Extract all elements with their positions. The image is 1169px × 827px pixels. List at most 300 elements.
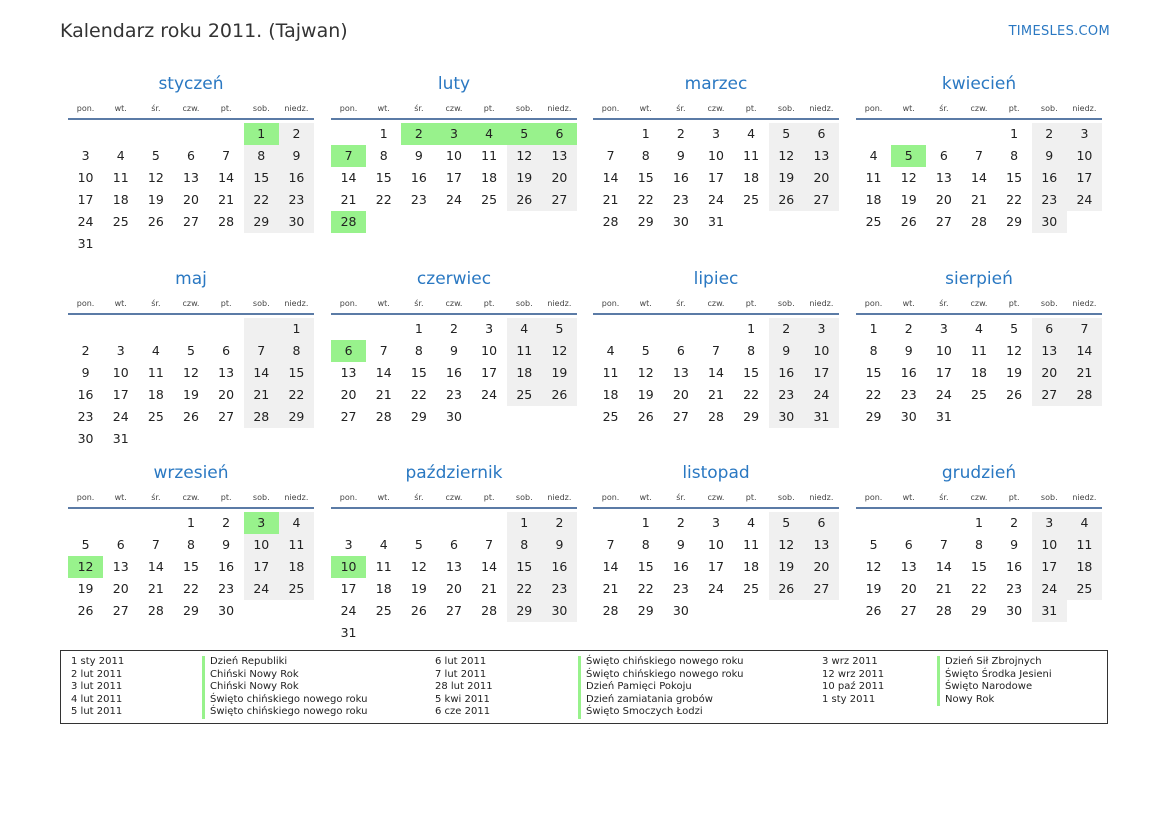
legend-holiday-name: Święto chińskiego nowego roku (578, 656, 743, 669)
empty-cell (366, 512, 401, 534)
empty-cell (209, 318, 244, 340)
day-cell: 9 (676, 537, 685, 552)
day-cell: 27 (183, 214, 199, 229)
day-cell: 21 (602, 192, 619, 207)
weekday-header (593, 487, 839, 509)
day-cell: 8 (1010, 148, 1019, 163)
day-cell: 23 (672, 192, 689, 207)
day-cell: 20 (672, 387, 689, 402)
month-11 (593, 461, 839, 622)
day-grid (856, 123, 1102, 233)
day-cell: 14 (971, 170, 987, 185)
day-cell: 31 (340, 625, 357, 640)
day-cell: 30 (446, 409, 462, 424)
day-cell: 15 (410, 365, 427, 380)
day-cell: 28 (375, 409, 392, 424)
day-cell: 3 (1032, 512, 1067, 534)
day-cell: 5 (641, 343, 650, 358)
legend-date: 12 wrz 2011 (822, 668, 885, 680)
empty-cell (593, 318, 628, 340)
day-cell: 25 (112, 214, 129, 229)
day-cell: 22 (244, 189, 279, 211)
day-cell: 24 (244, 578, 279, 600)
empty-cell (961, 123, 996, 145)
weekday-label: pt. (745, 298, 757, 308)
day-cell: 26 (769, 578, 804, 600)
weekday-label: wt. (639, 492, 652, 502)
month-9 (68, 461, 314, 622)
weekday-label: czw. (445, 492, 463, 502)
month-5 (68, 267, 314, 450)
day-cell: 31 (77, 236, 94, 251)
weekday-label: sob. (252, 298, 270, 308)
weekday-label: wt. (377, 492, 390, 502)
day-cell: 24 (340, 603, 357, 618)
day-cell: 23 (446, 387, 462, 402)
weekday-header (68, 293, 314, 315)
legend-holiday-name: Nowy Rok (937, 694, 994, 707)
holiday-day: 5 (891, 145, 926, 167)
day-cell: 18 (1067, 556, 1102, 578)
day-cell: 14 (1067, 340, 1102, 362)
day-cell: 2 (450, 321, 458, 336)
day-cell: 12 (410, 559, 427, 574)
day-cell: 20 (1032, 362, 1067, 384)
day-cell: 8 (279, 340, 314, 362)
empty-cell (891, 123, 926, 145)
day-cell: 26 (77, 603, 94, 618)
day-cell: 26 (507, 189, 542, 211)
day-cell: 13 (112, 559, 129, 574)
day-cell: 24 (112, 409, 129, 424)
day-cell: 3 (712, 515, 720, 530)
weekday-label: niedz. (547, 298, 572, 308)
site-link[interactable]: TIMESLES.COM (1008, 24, 1110, 39)
day-cell: 22 (183, 581, 199, 596)
day-cell: 6 (187, 148, 195, 163)
legend-holiday-name: Dzień Republiki (202, 656, 287, 669)
day-cell: 17 (804, 362, 839, 384)
day-cell: 11 (279, 534, 314, 556)
day-cell: 28 (244, 406, 279, 428)
day-cell: 2 (769, 318, 804, 340)
day-cell: 25 (481, 192, 498, 207)
weekday-header (856, 487, 1102, 509)
month-name: marzec (684, 74, 748, 94)
day-cell: 1 (747, 321, 756, 336)
day-cell: 15 (743, 365, 760, 380)
day-cell: 20 (804, 167, 839, 189)
day-cell: 18 (971, 365, 987, 380)
day-cell: 4 (1067, 512, 1102, 534)
empty-cell (244, 318, 279, 340)
day-cell: 20 (446, 581, 462, 596)
day-cell: 2 (542, 512, 577, 534)
day-cell: 23 (542, 578, 577, 600)
day-cell: 26 (542, 384, 577, 406)
day-cell: 29 (410, 409, 427, 424)
weekday-label: śr. (414, 103, 424, 113)
legend-date: 3 wrz 2011 (822, 656, 878, 667)
day-cell: 28 (935, 603, 952, 618)
day-cell: 27 (340, 409, 357, 424)
day-cell: 11 (743, 148, 760, 163)
day-cell: 5 (414, 537, 423, 552)
day-cell: 24 (446, 192, 462, 207)
day-cell: 5 (151, 148, 160, 163)
day-cell: 1 (507, 512, 542, 534)
day-cell: 16 (446, 365, 462, 380)
day-cell: 18 (375, 581, 392, 596)
holiday-day: 12 (68, 556, 103, 578)
day-cell: 9 (222, 537, 231, 552)
day-cell: 16 (1006, 559, 1023, 574)
empty-cell (593, 123, 628, 145)
day-cell: 9 (279, 145, 314, 167)
day-cell: 28 (481, 603, 498, 618)
holiday-day: 10 (331, 556, 366, 578)
day-cell: 23 (218, 581, 235, 596)
weekday-header (331, 293, 577, 315)
day-cell: 18 (112, 192, 129, 207)
day-cell: 25 (147, 409, 164, 424)
legend-date: 28 lut 2011 (435, 681, 493, 692)
empty-cell (68, 318, 103, 340)
day-cell: 13 (804, 145, 839, 167)
day-cell: 17 (708, 170, 724, 185)
day-cell: 9 (769, 340, 804, 362)
day-cell: 30 (672, 603, 689, 618)
day-cell: 3 (939, 321, 948, 336)
empty-cell (331, 123, 366, 145)
day-cell: 23 (410, 192, 427, 207)
day-cell: 23 (279, 189, 314, 211)
weekday-header (68, 98, 314, 120)
day-cell: 2 (279, 123, 314, 145)
day-cell: 19 (410, 581, 427, 596)
day-cell: 25 (1067, 578, 1102, 600)
month-name: luty (437, 74, 471, 94)
day-cell: 10 (804, 340, 839, 362)
day-cell: 17 (340, 581, 357, 596)
weekday-label: niedz. (809, 103, 834, 113)
day-cell: 11 (1067, 534, 1102, 556)
empty-cell (472, 512, 507, 534)
day-cell: 19 (769, 167, 804, 189)
day-cell: 1 (279, 318, 314, 340)
day-cell: 9 (676, 148, 685, 163)
day-cell: 14 (147, 559, 164, 574)
day-cell: 11 (375, 559, 392, 574)
day-cell: 18 (147, 387, 164, 402)
holiday-day: 6 (542, 123, 577, 145)
day-cell: 6 (804, 512, 839, 534)
day-cell: 9 (414, 148, 423, 163)
day-cell: 21 (481, 581, 498, 596)
day-cell: 1 (641, 515, 650, 530)
day-cell: 25 (279, 578, 314, 600)
legend-date: 7 lut 2011 (435, 668, 487, 680)
empty-cell (891, 512, 926, 534)
day-cell: 29 (865, 409, 882, 424)
empty-cell (856, 512, 891, 534)
day-cell: 31 (112, 431, 129, 446)
day-cell: 17 (244, 556, 279, 578)
day-cell: 30 (672, 214, 689, 229)
day-cell: 4 (379, 537, 388, 552)
day-cell: 26 (147, 214, 164, 229)
day-cell: 12 (769, 534, 804, 556)
empty-cell (331, 512, 366, 534)
weekday-label: śr. (151, 103, 161, 113)
day-cell: 18 (743, 170, 760, 185)
day-cell: 8 (244, 145, 279, 167)
weekday-label: pt. (483, 103, 495, 113)
day-cell: 26 (865, 603, 882, 618)
day-cell: 31 (804, 406, 839, 428)
weekday-label: śr. (676, 298, 686, 308)
holiday-day: 7 (331, 145, 366, 167)
day-cell: 14 (481, 559, 498, 574)
day-cell: 29 (637, 603, 654, 618)
weekday-label: pt. (220, 103, 232, 113)
weekday-header (68, 487, 314, 509)
day-cell: 30 (218, 603, 235, 618)
day-cell: 5 (869, 537, 878, 552)
day-cell: 4 (151, 343, 160, 358)
day-cell: 4 (116, 148, 125, 163)
weekday-label: czw. (707, 298, 725, 308)
day-cell: 8 (641, 148, 650, 163)
day-cell: 21 (147, 581, 164, 596)
day-cell: 31 (935, 409, 952, 424)
day-cell: 21 (971, 192, 987, 207)
day-cell: 13 (446, 559, 462, 574)
day-cell: 3 (712, 126, 720, 141)
empty-cell (209, 123, 244, 145)
day-cell: 10 (112, 365, 129, 380)
day-cell: 2 (676, 126, 685, 141)
day-cell: 23 (769, 384, 804, 406)
day-cell: 27 (804, 189, 839, 211)
day-cell: 11 (112, 170, 129, 185)
day-cell: 16 (410, 170, 427, 185)
empty-cell (103, 123, 138, 145)
weekday-label: pon. (864, 103, 883, 113)
legend-date: 6 lut 2011 (435, 656, 487, 667)
day-cell: 15 (375, 170, 392, 185)
day-cell: 30 (900, 409, 917, 424)
day-cell: 16 (77, 387, 94, 402)
day-cell: 6 (676, 343, 685, 358)
weekday-label: sob. (252, 103, 270, 113)
day-cell: 29 (743, 409, 760, 424)
day-cell: 11 (507, 340, 542, 362)
day-cell: 16 (1032, 167, 1067, 189)
day-cell: 24 (481, 387, 498, 402)
holiday-day: 6 (331, 340, 366, 362)
day-grid (68, 318, 314, 450)
legend-holiday-name: Dzień Sił Zbrojnych (937, 656, 1042, 669)
day-cell: 1 (414, 321, 423, 336)
day-cell: 28 (147, 603, 164, 618)
day-cell: 14 (602, 170, 619, 185)
day-cell: 19 (183, 387, 199, 402)
day-cell: 7 (606, 537, 615, 552)
day-cell: 5 (81, 537, 90, 552)
legend-holiday-name: Dzień Pamięci Pokoju (578, 681, 692, 694)
day-cell: 9 (450, 343, 458, 358)
weekday-label: czw. (707, 492, 725, 502)
day-cell: 11 (481, 148, 498, 163)
day-cell: 9 (81, 365, 90, 380)
day-grid (856, 318, 1102, 428)
day-cell: 6 (939, 148, 948, 163)
day-cell: 25 (865, 214, 882, 229)
day-cell: 15 (507, 556, 542, 578)
month-12 (856, 461, 1102, 622)
day-grid (593, 512, 839, 622)
day-cell: 26 (1006, 387, 1023, 402)
day-cell: 12 (542, 340, 577, 362)
day-cell: 14 (935, 559, 952, 574)
weekday-label: pt. (483, 298, 495, 308)
weekday-label: sob. (252, 492, 270, 502)
day-cell: 17 (1032, 556, 1067, 578)
day-cell: 8 (187, 537, 195, 552)
day-cell: 26 (900, 214, 917, 229)
day-cell: 25 (375, 603, 392, 618)
day-cell: 21 (244, 384, 279, 406)
day-cell: 16 (672, 559, 689, 574)
day-cell: 7 (244, 340, 279, 362)
weekday-label: pt. (1008, 492, 1020, 502)
day-cell: 29 (1006, 214, 1023, 229)
day-cell: 10 (708, 537, 724, 552)
day-cell: 13 (340, 365, 357, 380)
day-cell: 2 (222, 515, 231, 530)
legend-date: 5 lut 2011 (71, 706, 123, 717)
day-cell: 24 (708, 581, 724, 596)
weekday-label: niedz. (547, 103, 572, 113)
day-cell: 7 (222, 148, 231, 163)
day-cell: 11 (971, 343, 987, 358)
empty-cell (856, 123, 891, 145)
day-cell: 21 (1067, 362, 1102, 384)
legend-date: 4 lut 2011 (71, 693, 123, 705)
weekday-label: niedz. (284, 492, 309, 502)
weekday-label: pt. (745, 103, 757, 113)
day-cell: 10 (481, 343, 498, 358)
day-cell: 23 (900, 387, 917, 402)
day-cell: 13 (900, 559, 917, 574)
day-cell: 8 (507, 534, 542, 556)
day-cell: 25 (971, 387, 987, 402)
day-cell: 26 (410, 603, 427, 618)
day-cell: 7 (712, 343, 720, 358)
day-cell: 3 (1067, 123, 1102, 145)
legend-holiday-name: Święto Smoczych Łodzi (578, 706, 703, 719)
day-cell: 14 (602, 559, 619, 574)
day-cell: 30 (1006, 603, 1023, 618)
legend-holiday-name: Święto Środka Jesieni (937, 669, 1052, 682)
day-cell: 8 (379, 148, 388, 163)
day-grid (331, 123, 577, 233)
day-cell: 16 (769, 362, 804, 384)
day-cell: 12 (900, 170, 917, 185)
day-cell: 11 (865, 170, 882, 185)
day-cell: 13 (542, 145, 577, 167)
empty-cell (138, 512, 173, 534)
day-cell: 12 (769, 145, 804, 167)
day-cell: 4 (869, 148, 878, 163)
weekday-label: pon. (601, 298, 620, 308)
day-cell: 18 (865, 192, 882, 207)
day-cell: 29 (279, 406, 314, 428)
weekday-label: wt. (377, 103, 390, 113)
weekday-label: pon. (864, 298, 883, 308)
day-cell: 13 (804, 534, 839, 556)
day-cell: 26 (769, 189, 804, 211)
day-cell: 3 (116, 343, 125, 358)
day-cell: 4 (747, 515, 756, 530)
day-cell: 16 (900, 365, 917, 380)
day-cell: 3 (81, 148, 90, 163)
day-cell: 17 (112, 387, 129, 402)
weekday-label: śr. (939, 492, 949, 502)
weekday-label: śr. (939, 298, 949, 308)
holiday-legend (60, 650, 1108, 724)
day-cell: 6 (804, 123, 839, 145)
weekday-label: śr. (676, 103, 686, 113)
day-grid (331, 318, 577, 428)
weekday-label: pt. (483, 492, 495, 502)
day-cell: 27 (446, 603, 462, 618)
day-cell: 10 (1032, 534, 1067, 556)
day-cell: 17 (935, 365, 952, 380)
day-grid (68, 512, 314, 622)
day-cell: 5 (769, 512, 804, 534)
weekday-header (856, 98, 1102, 120)
weekday-label: niedz. (1072, 492, 1097, 502)
holiday-day: 3 (244, 512, 279, 534)
day-cell: 8 (975, 537, 983, 552)
day-cell: 23 (672, 581, 689, 596)
weekday-header (593, 293, 839, 315)
day-cell: 5 (1010, 321, 1019, 336)
month-name: maj (175, 269, 207, 289)
day-cell: 27 (218, 409, 235, 424)
day-cell: 18 (602, 387, 619, 402)
month-4 (856, 72, 1102, 233)
weekday-label: czw. (182, 298, 200, 308)
day-cell: 25 (743, 581, 760, 596)
day-cell: 14 (244, 362, 279, 384)
weekday-label: wt. (902, 298, 915, 308)
legend-date: 10 paź 2011 (822, 681, 885, 692)
weekday-label: wt. (639, 298, 652, 308)
day-cell: 12 (507, 145, 542, 167)
day-cell: 4 (606, 343, 615, 358)
day-cell: 23 (77, 409, 94, 424)
month-name: listopad (682, 463, 750, 483)
weekday-label: pon. (601, 103, 620, 113)
weekday-label: czw. (970, 492, 988, 502)
weekday-label: niedz. (1072, 103, 1097, 113)
month-name: wrzesień (153, 463, 229, 483)
day-cell: 8 (641, 537, 650, 552)
day-cell: 19 (1006, 365, 1023, 380)
